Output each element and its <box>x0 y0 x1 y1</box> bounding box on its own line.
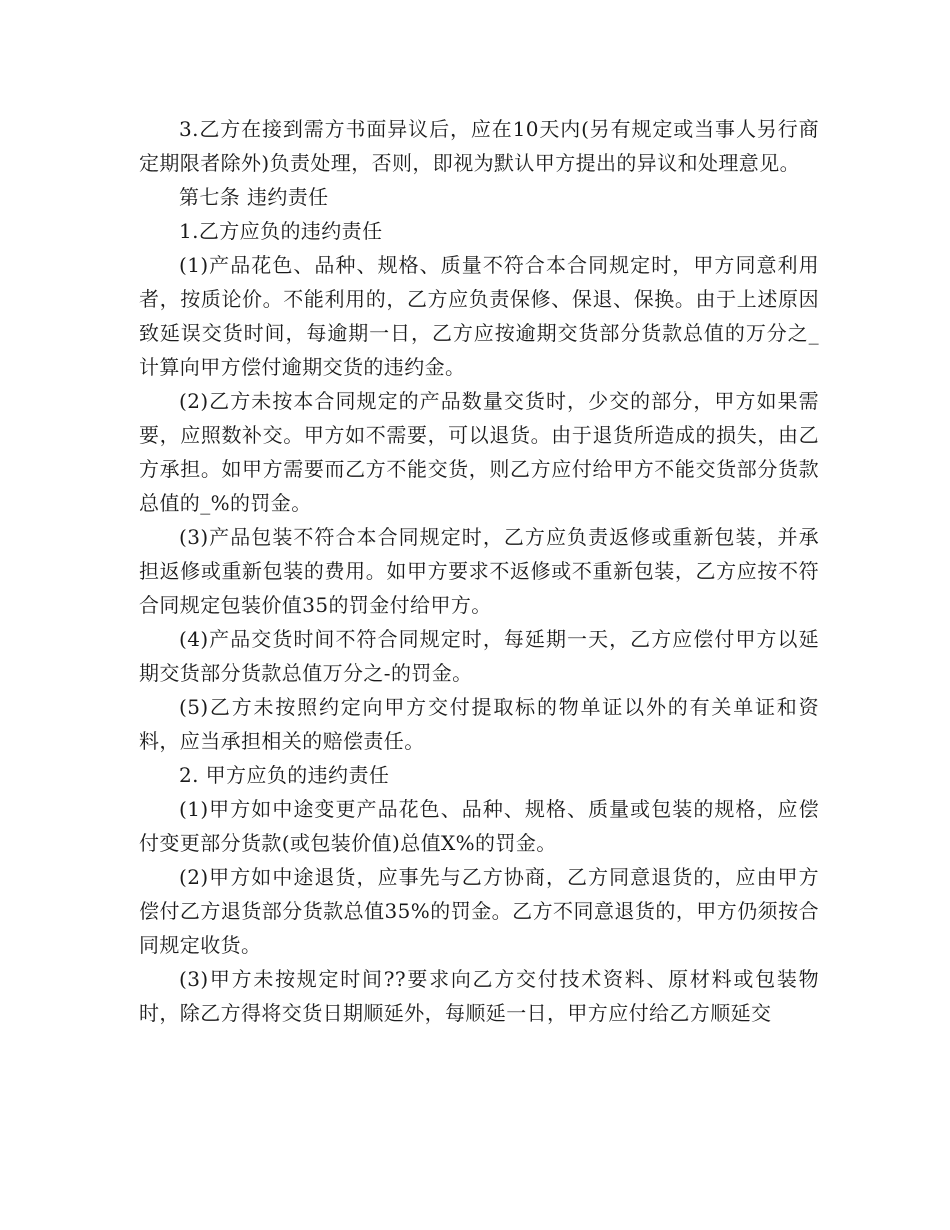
document-body <box>139 112 819 1030</box>
paragraph-1-4: (4)产品交货时间不符合同规定时，每延期一天，乙方应偿付甲方以延期交货部分货款总值万分之-的罚金。 <box>139 627 819 685</box>
section-1-heading: 1.乙方应负的违约责任 <box>179 219 383 243</box>
section-2-heading: 2. 甲方应负的违约责任 <box>179 763 390 787</box>
paragraph-1-5: (5)乙方未按照约定向甲方交付提取标的物单证以外的有关单证和资料，应当承担相关的赔偿责任。 <box>139 695 819 753</box>
paragraph-2-1: (1)甲方如中途变更产品花色、品种、规格、质量或包装的规格，应偿付变更部分货款(或包装价值)总值X%的罚金。 <box>139 797 819 855</box>
paragraph-1-2: (2)乙方未按本合同规定的产品数量交货时，少交的部分，甲方如果需要，应照数补交。甲方如不需要，可以退货。由于退货所造成的损失，由乙方承担。如甲方需要而乙方不能交货，则乙方应付给甲方不能交货部分货款总值的_%的罚金。 <box>139 389 819 515</box>
article-7-heading: 第七条 违约责任 <box>179 185 329 209</box>
paragraph-clause-3: 3.乙方在接到需方书面异议后，应在10天内(另有规定或当事人另行商定期限者除外)负责处理，否则，即视为默认甲方提出的异议和处理意见。 <box>139 117 819 175</box>
paragraph-2-3: (3)甲方未按规定时间??要求向乙方交付技术资料、原材料或包装物时，除乙方得将交货日期顺延外，每顺延一日，甲方应付给乙方顺延交 <box>139 967 819 1025</box>
paragraph-1-1: (1)产品花色、品种、规格、质量不符合本合同规定时，甲方同意利用者，按质论价。不能利用的，乙方应负责保修、保退、保换。由于上述原因致延误交货时间，每逾期一日，乙方应按逾期交货部分货款总值的万分之_计算向甲方偿付逾期交货的违约金。 <box>139 253 819 379</box>
paragraph-1-3: (3)产品包装不符合本合同规定时，乙方应负责返修或重新包装，并承担返修或重新包装的费用。如甲方要求不返修或不重新包装，乙方应按不符合同规定包装价值35的罚金付给甲方。 <box>139 525 819 617</box>
paragraph-2-2: (2)甲方如中途退货，应事先与乙方协商，乙方同意退货的，应由甲方偿付乙方退货部分货款总值35%的罚金。乙方不同意退货的，甲方仍须按合同规定收货。 <box>139 865 819 957</box>
